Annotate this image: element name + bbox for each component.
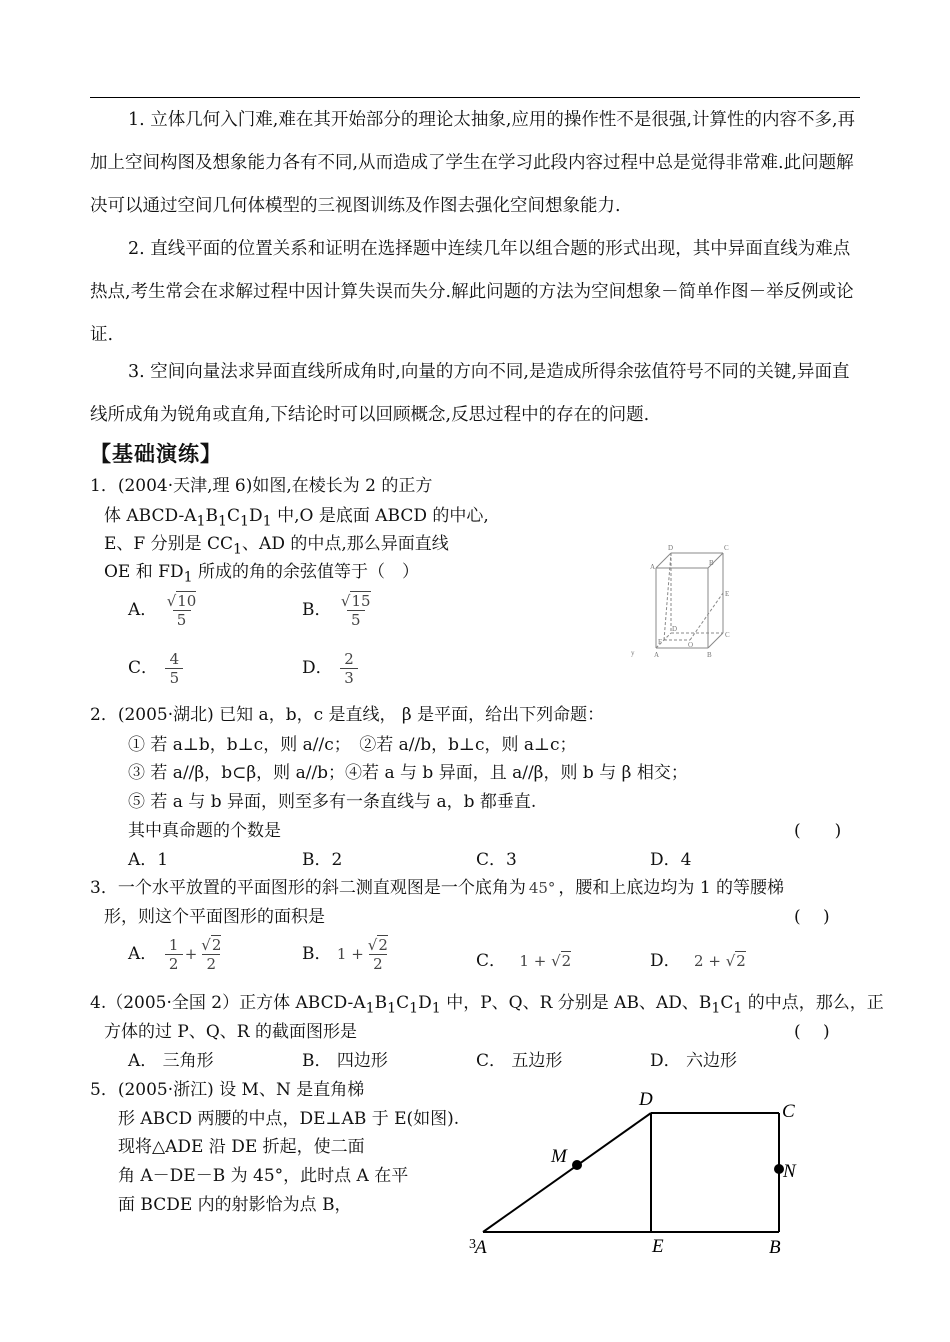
q1-option-c[interactable]: C． $\frac{4}{5}$ [128,650,185,687]
q1-option-d[interactable]: D． $\frac{2}{3}$ [302,650,360,687]
trapezoid-figure [465,1082,815,1262]
q1-line1: 1．(2004·天津,理 6)如图,在棱长为 2 的正方 [90,476,433,496]
q3-option-c[interactable]: C． 1 + √2 [476,951,572,971]
top-rule [90,97,860,98]
q3-answer-paren: ( ) [794,907,830,927]
label-n: N [783,1161,796,1182]
intro-paragraph-1: 1. 立体几何入门难,难在其开始部分的理论太抽象,应用的操作性不是很强,计算性的内容不多,再加上空间构图及想象能力各有不同,从而造成了学生在学习此段内容过程中总是觉得非常难.此问题解决可以通过空间几何体模型的三视图训练及作图去强化空间想象能力. [90,110,856,216]
fig-label-f: F [658,638,662,646]
q1-line3: E、F 分别是 $CC_1$、AD 的中点,那么异面直线 [104,534,449,558]
fig-label-b: B [707,651,712,659]
fig-label-e: E [725,590,730,598]
q2-option-b[interactable]: B．2 [302,850,343,870]
point-m [572,1160,582,1170]
q2-answer-paren: ( ) [794,821,842,841]
intro-paragraph-2: 2. 直线平面的位置关系和证明在选择题中连续几年以组合题的形式出现，其中异面直线为难点热点,考生常会在求解过程中因计算失误而失分.解此问题的方法为空间想象－简单作图－举反例或论证. [90,239,854,345]
q4-option-d[interactable]: D． 六边形 [650,1051,738,1071]
q5-line3: 现将△ADE 沿 DE 折起，使二面 [118,1137,365,1157]
q3-option-d[interactable]: D． 2 + √2 [650,951,746,971]
fig-label-d1: D [668,544,674,552]
fig-label-y: y [631,649,635,657]
label-d: D [639,1089,653,1110]
edge-ad [483,1113,651,1232]
fig-label-c: C [725,631,730,639]
fig-label-o: O [688,641,694,649]
q5-line1: 5．(2005·浙江) 设 M、N 是直角梯 [90,1080,365,1100]
q3-line1: 3．一个水平放置的平面图形的斜二测直观图是一个底角为 45° ，腰和上底边均为 1 的等腰梯 [90,878,785,898]
intro-paragraph-3: 3. 空间向量法求异面直线所成角时,向量的方向不同,是造成所得余弦值符号不同的关键,异面直线所成角为锐角或直角,下结论时可以回顾概念,反思过程中的存在的问题. [90,362,850,425]
q4-option-a[interactable]: A． 三角形 [128,1051,214,1071]
q2-line4: ⑤ 若 a 与 b 异面，则至多有一条直线与 a，b 都垂直. [128,792,537,812]
label-stray: 3 [469,1237,476,1252]
q2-option-c[interactable]: C．3 [476,850,517,870]
fig-label-a1: A [650,563,656,571]
q5-line2: 形 ABCD 两腰的中点，DE⊥AB 于 E(如图). [118,1109,460,1129]
q1-line2: 体 ABCD-$A_1B_1C_1D_1$ 中,O 是底面 ABCD 的中心, [104,506,489,530]
q2-line1: 2．(2005·湖北) 已知 a，b，c 是直线， β 是平面，给出下列命题： [90,705,605,725]
cube-figure [628,538,748,668]
q2-line5: 其中真命题的个数是 [128,821,281,841]
q4-line2: 方体的过 P、Q、R 的截面图形是 [104,1022,357,1042]
section-heading: 【基础演练】 [90,441,222,466]
q2-line2: ① 若 a⊥b，b⊥c，则 a//c； ②若 a//b，b⊥c，则 a⊥c； [128,735,577,755]
q2-line3: ③ 若 a//β，b⊂β，则 a//b；④若 a 与 b 异面，且 a//β，则 b 与 β 相交； [128,763,688,783]
fig-label-b1: B [709,559,714,567]
label-b: B [769,1237,781,1258]
label-m: M [551,1146,567,1167]
label-a: A [475,1237,487,1258]
q5-line4: 角 A－DE－B 为 45°，此时点 A 在平 [118,1166,409,1186]
fig-label-a: A [654,651,660,659]
q2-option-d[interactable]: D．4 [650,850,692,870]
fig-label-c1: C [724,544,729,552]
q1-option-a[interactable]: A． $\frac{√10}{5}$ [128,592,197,629]
q4-option-b[interactable]: B． 四边形 [302,1051,388,1071]
q5-line5: 面 BCDE 内的射影恰为点 B， [118,1195,352,1215]
q3-option-a[interactable]: A． $\frac{1}{2}$ + $\frac{√2}{2}$ [128,936,222,973]
q1-line4: OE 和 $FD_1$ 所成的角的余弦值等于（ ） [104,562,420,586]
fig-label-d: D [672,625,678,633]
q3-option-b[interactable]: B． 1 + $\frac{√2}{2}$ [302,936,388,973]
q3-line2: 形，则这个平面图形的面积是 [104,907,325,927]
q1-option-b[interactable]: B． $\frac{√15}{5}$ [302,592,371,629]
q4-answer-paren: ( ) [794,1022,830,1042]
q4-line1: 4.（2005·全国 2）正方体 ABCD-$A_1B_1C_1D_1$ 中，P、Q、R 分别是 AB、AD、$B_1C_1$ 的中点，那么，正 [90,993,884,1017]
label-c: C [782,1101,795,1122]
label-e: E [652,1236,664,1257]
q4-option-c[interactable]: C． 五边形 [476,1051,563,1071]
q2-option-a[interactable]: A．1 [128,850,169,870]
